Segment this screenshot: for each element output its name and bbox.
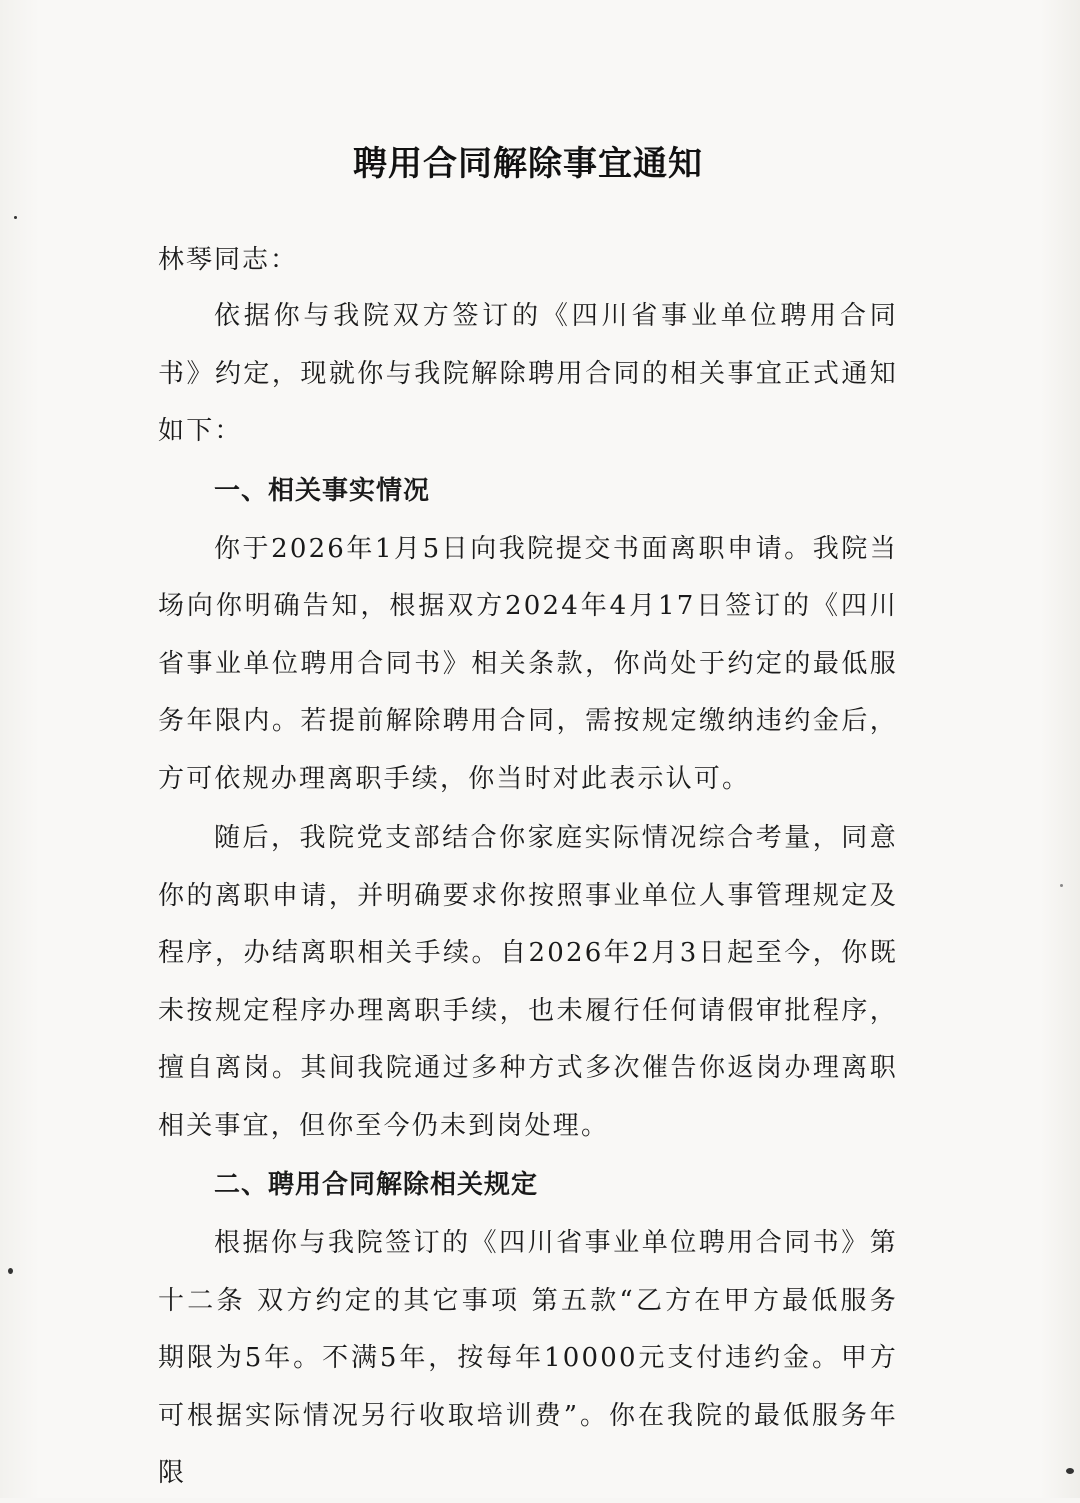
section-1-paragraph-1: 你于2026年1月5日向我院提交书面离职申请。我院当场向你明确告知，根据双方2024年4月17日签订的《四川省事业单位聘用合同书》相关条款，你尚处于约定的最低服务年限内。若提前解除聘用合同，需按规定缴纳违约金后，方可依规办理离职手续，你当时对此表示认可。 — [158, 533, 898, 794]
scan-speck — [1066, 1468, 1074, 1474]
scan-speck — [14, 216, 17, 219]
document-body — [158, 140, 898, 1503]
section-1-heading: 一、相关事实情况 — [214, 475, 431, 506]
section-2-heading: 二、聘用合同解除相关规定 — [214, 1170, 539, 1200]
scan-speck — [8, 1268, 13, 1274]
document-title: 聘用合同解除事宜通知 — [353, 144, 703, 184]
section-2-paragraph-1: 根据你与我院签订的《四川省事业单位聘用合同书》第十二条 双方约定的其它事项 第五款“乙方在甲方最低服务期限为5年。不满5年，按每年10000元支付违约金。甲方可根据实际情况另行收取培训费”。你在我院的最低服务年限 — [158, 1228, 898, 1488]
scan-speck — [1060, 884, 1063, 887]
section-1-paragraph-2: 随后，我院党支部结合你家庭实际情况综合考量，同意你的离职申请，并明确要求你按照事业单位人事管理规定及程序，办结离职相关手续。自2026年2月3日起至今，你既未按规定程序办理离职手续，也未履行任何请假审批程序，擅自离岗。其间我院通过多种方式多次催告你返岗办理离职相关事宜，但你至今仍未到岗处理。 — [158, 823, 898, 1141]
salutation: 林琴同志： — [158, 245, 299, 275]
intro-paragraph: 依据你与我院双方签订的《四川省事业单位聘用合同书》约定，现就你与我院解除聘用合同的相关事宜正式通知如下： — [158, 301, 898, 446]
